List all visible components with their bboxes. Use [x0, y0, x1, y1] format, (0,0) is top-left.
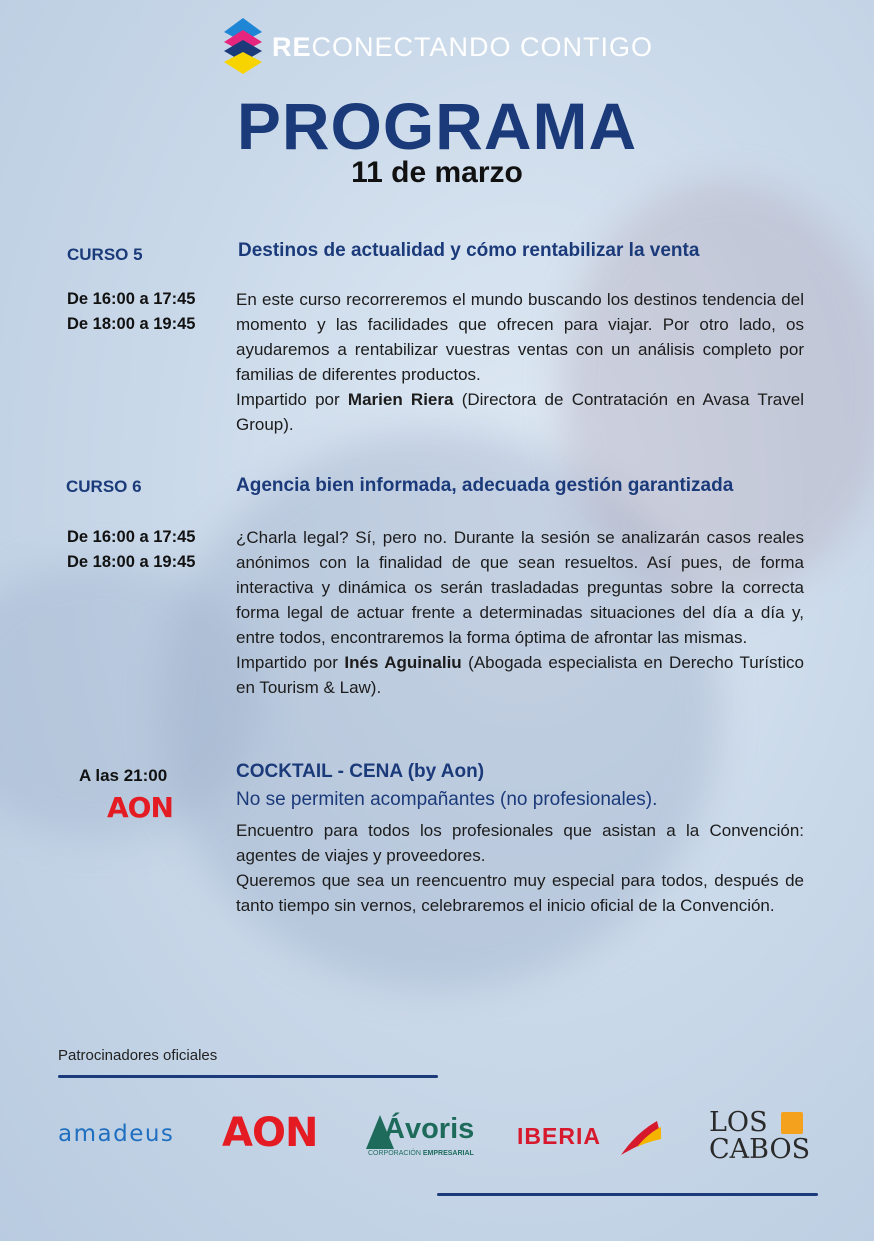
cocktail-aon-logo: AON — [107, 791, 173, 824]
curso5-body — [236, 287, 804, 437]
curso6-speaker-role: (Abogada especialista en Derecho Turístico en Tourism & Law). — [236, 653, 805, 697]
curso6-description: ¿Charla legal? Sí, pero no. Durante la sesión se analizarán casos reales anónimos con la finalidad de que sean resueltos. Así pues, de forma interactiva y dinámica os serán trasladadas preguntas sobre la correcta forma legal de actuar frente a determinadas situaciones del día a día y, entre todos, encontraremos la forma óptima de afrontar las mismas. — [236, 528, 804, 647]
curso5-speaker-name: Marien Riera — [347, 390, 454, 409]
curso6-body — [236, 525, 804, 700]
curso6-label: CURSO 6 — [66, 477, 142, 496]
iberia-logo — [517, 1121, 662, 1161]
curso6-speaker-name: Inés Aguinaliu — [344, 653, 462, 672]
loscabos-sun-icon — [781, 1112, 803, 1134]
cocktail-paragraph-2: Queremos que sea un reencuentro muy especial para todos, después de tanto tiempo sin vernos, celebraremos el inicio oficial de la Convención. — [236, 871, 804, 915]
curso5-speaker-line — [236, 387, 804, 437]
header — [0, 18, 874, 76]
iberia-logo-text: IBERIA — [517, 1123, 601, 1149]
iberia-wing-icon — [617, 1121, 661, 1157]
loscabos-logo-line-1: LOS — [709, 1107, 768, 1138]
curso5-description: En este curso recorreremos el mundo buscando los destinos tendencia del momento y las facilidades que ofrecen para viajar. Por otro lado, os ayudaremos a rentabilizar vuestras ventas con un análisis completo por familias de diferentes productos. — [236, 290, 804, 384]
sponsors-label: Patrocinadores oficiales — [58, 1047, 218, 1064]
cocktail-body — [236, 818, 804, 918]
curso5-title: Destinos de actualidad y cómo rentabilizar la venta — [238, 240, 700, 261]
page-date: 11 de marzo — [351, 156, 523, 189]
brand-name-bold: RE — [272, 32, 312, 62]
curso6-speaker-line — [236, 650, 804, 700]
curso6-time-1: De 16:00 a 17:45 — [67, 528, 196, 546]
loscabos-logo — [709, 1107, 821, 1167]
reconectando-logo-icon — [224, 18, 262, 74]
curso5-label: CURSO 5 — [67, 245, 143, 264]
curso5-time-1: De 16:00 a 17:45 — [67, 290, 196, 308]
curso5-speaker-prefix: Impartido por — [236, 390, 348, 409]
curso6-time-2: De 18:00 a 19:45 — [67, 553, 196, 571]
avoris-logo — [366, 1113, 478, 1161]
page-title: PROGRAMA — [236, 89, 638, 163]
avoris-subtitle-b: EMPRESARIAL — [422, 1150, 474, 1157]
curso6-speaker-prefix: Impartido por — [236, 653, 345, 672]
aon-logo: AON — [222, 1110, 318, 1156]
avoris-logo-subtitle — [368, 1150, 474, 1157]
cocktail-paragraph-1: Encuentro para todos los profesionales que asistan a la Convención: agentes de viajes y proveedores. — [236, 821, 804, 865]
cocktail-time: A las 21:00 — [79, 766, 168, 785]
sponsors-divider-bottom — [437, 1193, 818, 1196]
loscabos-logo-line-2: CABOS — [709, 1134, 811, 1165]
curso6-times — [67, 525, 195, 575]
curso5-time-2: De 18:00 a 19:45 — [67, 315, 196, 333]
brand-name — [272, 32, 653, 63]
avoris-logo-text: Ávoris — [384, 1113, 475, 1145]
sponsors-divider-top — [58, 1075, 438, 1078]
cocktail-title: COCKTAIL - CENA (by Aon) — [236, 761, 485, 782]
avoris-subtitle-a: CORPORACIÓN — [368, 1150, 423, 1157]
cocktail-subtitle: No se permiten acompañantes (no profesionales). — [236, 789, 658, 810]
curso5-speaker-role: (Directora de Contratación en Avasa Travel Group). — [236, 390, 804, 434]
brand-name-rest: CONECTANDO CONTIGO — [311, 32, 654, 62]
curso6-title: Agencia bien informada, adecuada gestión garantizada — [236, 475, 734, 496]
curso5-times — [67, 287, 195, 337]
amadeus-logo: amadeus — [58, 1121, 175, 1147]
